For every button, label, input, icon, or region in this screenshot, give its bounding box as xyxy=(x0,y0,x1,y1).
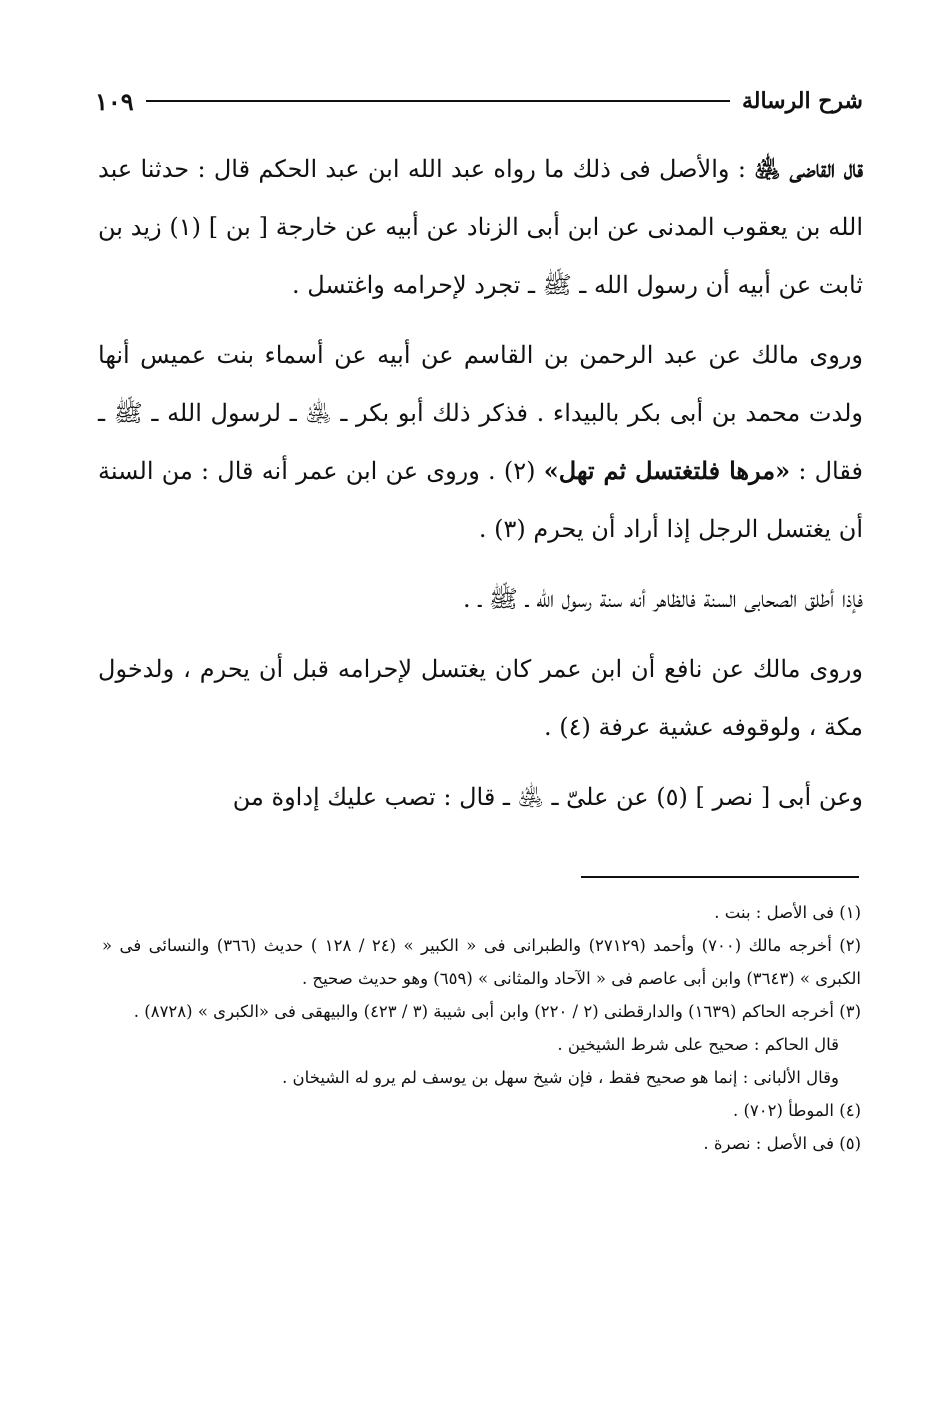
footnote-note: قال الحاكم : صحيح على شرط الشيخين . xyxy=(557,1035,839,1054)
footnote: (٥) فى الأصل : نصرة . xyxy=(703,1134,861,1153)
paragraph xyxy=(98,640,863,756)
running-title: شرح الرسالة xyxy=(741,88,863,114)
paragraph-text: وعن أبى [ نصر ] (٥) عن علىّ ـ ﵁ ـ قال : تصب عليك إداوة من xyxy=(232,783,863,811)
paragraph-lead: قال القاضى ﵁ xyxy=(754,154,863,183)
paragraph-text: فإذا أطلق الصحابى السنة فالظاهر أنه سنة رسول الله ـ ﷺ ـ . xyxy=(462,585,863,613)
page-header xyxy=(95,84,863,118)
footnote: (١) فى الأصل : بنت . xyxy=(714,903,861,922)
paragraph-text: وروى مالك عن نافع أن ابن عمر كان يغتسل لإحرامه قبل أن يحرم ، ولدخول مكة ، ولوقوفه عشية عرفة (٤) . xyxy=(98,655,863,741)
footnote-separator xyxy=(581,876,859,878)
paragraph xyxy=(98,768,863,826)
footnote: (٣) أخرجه الحاكم (١٦٣٩) والدارقطنى (٢ / ٢٢٠) وابن أبى شيبة (٣ / ٤٢٣) والبيهقى فى «الكبرى » (٨٧٢٨) . xyxy=(133,1002,861,1021)
paragraph-text: : والأصل فى ذلك ما رواه عبد الله ابن عبد الحكم قال : حدثنا عبد الله بن يعقوب المدنى عن ابن أبى الزناد عن أبيه عن خارجة [ بن ] (١) زيد بن ثابت عن أبيه أن رسول الله ـ ﷺ ـ تجرد لإحرامه واغتسل . xyxy=(98,155,863,299)
paragraph xyxy=(98,326,863,558)
footnote: (٢) أخرجه مالك (٧٠٠) وأحمد (٢٧١٢٩) والطبرانى فى « الكبير » (٢٤ / ١٢٨ ) حديث (٣٦٦) والنسائى فى « الكبرى » (٣٦٤٣) وابن أبى عاصم فى « الآحاد والمثانى » (٦٥٩) وهو حديث صحيح . xyxy=(102,936,862,988)
paragraph-text: (٢) . وروى عن ابن عمر أنه قال : من السنة أن يغتسل الرجل إذا أراد أن يحرم (٣) . xyxy=(98,457,863,543)
paragraph-text: وروى مالك عن عبد الرحمن بن القاسم عن أبيه عن أسماء بنت عميس أنها ولدت محمد بن أبى بكر بالبيداء . فذكر ذلك أبو بكر ـ ﵁ ـ لرسول الله ـ ﷺ ـ فقال : xyxy=(98,341,863,485)
footnotes xyxy=(102,896,861,1160)
hadith-quote: «مرها فلتغتسل ثم تهل» xyxy=(543,456,791,485)
header-rule xyxy=(146,100,730,102)
main-text xyxy=(98,140,863,838)
paragraph xyxy=(98,570,863,628)
footnote: (٤) الموطأ (٧٠٢) . xyxy=(732,1101,861,1120)
footnote-note: وقال الألبانى : إنما هو صحيح فقط ، فإن شيخ سهل بن يوسف لم يرو له الشيخان . xyxy=(282,1068,839,1087)
paragraph xyxy=(98,140,863,314)
page-number: ١٠٩ xyxy=(95,86,134,116)
